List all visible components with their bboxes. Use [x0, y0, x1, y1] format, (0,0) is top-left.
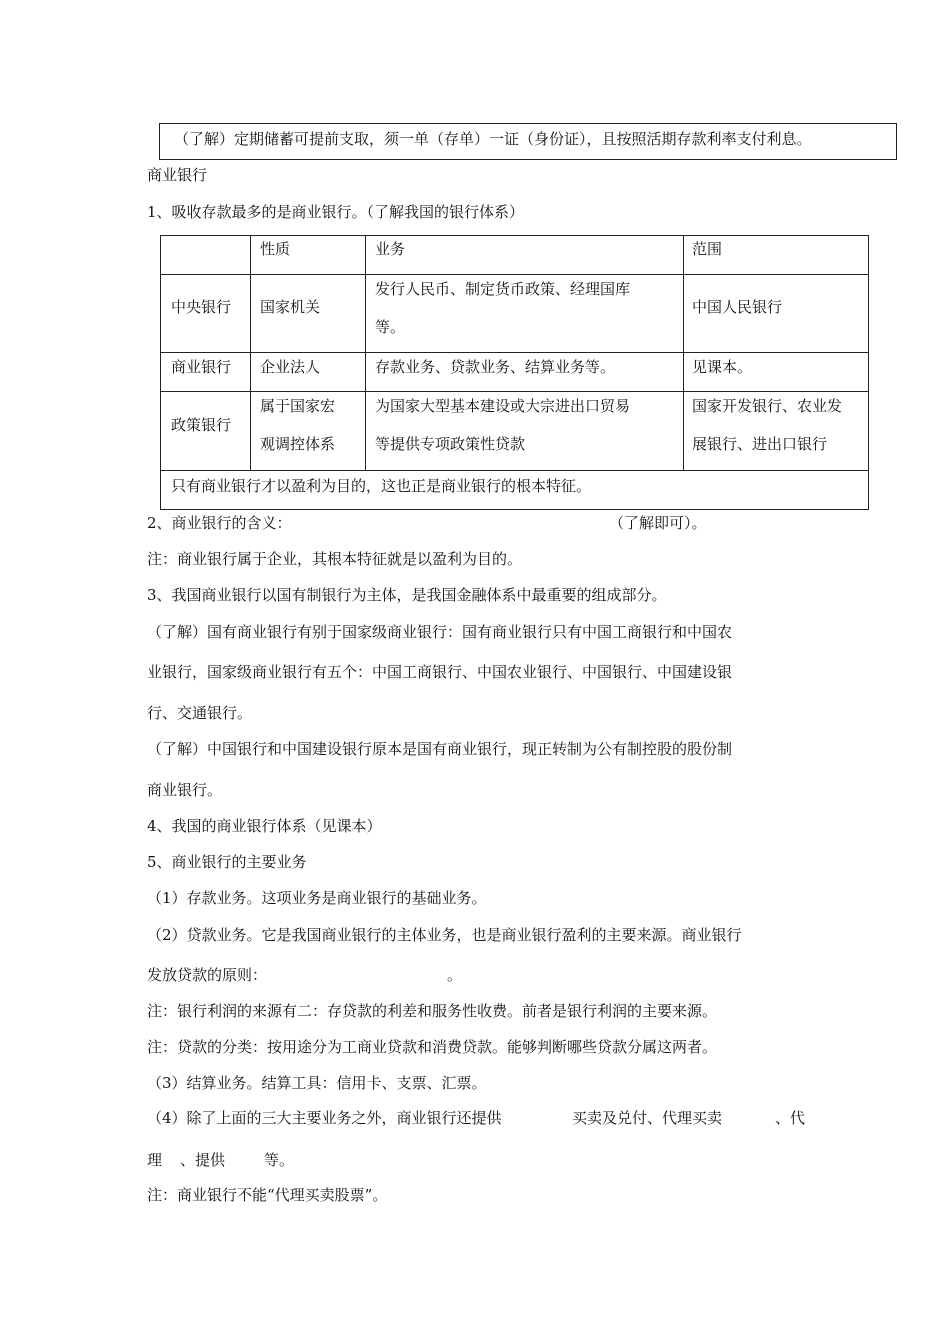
table-row-policy-business-2: 等提供专项政策性贷款	[375, 435, 526, 453]
table-row-policy-name: 政策银行	[171, 416, 232, 434]
note-2: 注：商业银行属于企业，其根本特征就是以盈利为目的。	[147, 550, 523, 568]
bank-system-table	[160, 235, 869, 510]
note-box	[159, 123, 897, 160]
note-3: 注：银行利润的来源有二：存贷款的利差和服务性收费。前者是银行利润的主要来源。	[147, 1002, 718, 1020]
table-row-central-business-2: 等。	[375, 318, 406, 336]
note-box-text: （了解）定期储蓄可提前支取，须一单（存单）一证（身份证），且按照活期存款利率支付利息。	[174, 130, 812, 148]
table-header-business: 业务	[375, 240, 406, 258]
aside-1-line-3: 行、交通银行。	[147, 704, 253, 722]
item-4-line-2-c: 等。	[264, 1151, 295, 1169]
table-row-central-scope: 中国人民银行	[692, 298, 783, 316]
section-title: 商业银行	[147, 166, 208, 184]
table-row-commercial-name: 商业银行	[171, 358, 232, 376]
note-5: 注：商业银行不能“代理买卖股票”。	[147, 1186, 388, 1204]
table-header-nature: 性质	[260, 240, 291, 258]
table-row-policy-scope-1: 国家开发银行、农业发	[692, 397, 843, 415]
table-footer: 只有商业银行才以盈利为目的，这也正是商业银行的根本特征。	[171, 477, 592, 495]
table-row-commercial-business: 存款业务、贷款业务、结算业务等。	[375, 358, 616, 376]
aside-2-line-1: （了解）中国银行和中国建设银行原本是国有商业银行，现正转制为公有制控股的股份制	[147, 740, 733, 758]
item-2-line-2-right: 。	[447, 966, 463, 984]
table-row-policy-scope-2: 展银行、进出口银行	[692, 435, 828, 453]
table-row-policy-nature-1: 属于国家宏	[260, 397, 336, 415]
note-4: 注：贷款的分类：按用途分为工商业贷款和消费贷款。能够判断哪些贷款分属这两者。	[147, 1038, 718, 1056]
point-4: 4、我国的商业银行体系（见课本）	[147, 817, 382, 835]
table-row-policy-nature-2: 观调控体系	[260, 435, 336, 453]
table-row-commercial-nature: 企业法人	[260, 358, 321, 376]
table-row-policy-business-1: 为国家大型基本建设或大宗进出口贸易	[375, 397, 631, 415]
table-row-commercial-scope: 见课本。	[692, 358, 753, 376]
item-4-line-2-b: 、提供	[180, 1151, 226, 1169]
item-1: （1）存款业务。这项业务是商业银行的基础业务。	[147, 889, 487, 907]
item-4-line-2-a: 理	[147, 1151, 163, 1169]
item-2-line-1: （2）贷款业务。它是我国商业银行的主体业务，也是商业银行盈利的主要来源。商业银行	[147, 926, 742, 944]
point-3: 3、我国商业银行以国有制银行为主体，是我国金融体系中最重要的组成部分。	[147, 586, 667, 604]
point-2	[147, 516, 292, 531]
item-3: （3）结算业务。结算工具：信用卡、支票、汇票。	[147, 1074, 487, 1092]
item-4-line-1-b: 买卖及兑付、代理买卖	[572, 1109, 723, 1127]
point-2-left: 2、商业银行的含义：	[147, 514, 292, 532]
point-1: 1、吸收存款最多的是商业银行。（了解我国的银行体系）	[147, 203, 525, 221]
item-2-line-2-left: 发放贷款的原则：	[147, 966, 268, 984]
item-4-line-1-c: 、代	[775, 1109, 806, 1127]
item-4-line-1-a: （4）除了上面的三大主要业务之外，商业银行还提供	[147, 1109, 502, 1127]
table-header-scope: 范围	[692, 240, 723, 258]
table-row-central-business-1: 发行人民币、制定货币政策、经理国库	[375, 280, 631, 298]
aside-2-line-2: 商业银行。	[147, 781, 223, 799]
aside-1-line-2: 业银行，国家级商业银行有五个：中国工商银行、中国农业银行、中国银行、中国建设银	[147, 663, 733, 681]
point-5: 5、商业银行的主要业务	[147, 853, 307, 871]
point-2-right: （了解即可）。	[609, 514, 707, 532]
table-row-central-nature: 国家机关	[260, 298, 321, 316]
aside-1-line-1: （了解）国有商业银行有别于国家级商业银行：国有商业银行只有中国工商银行和中国农	[147, 623, 733, 641]
table-row-central-name: 中央银行	[171, 298, 232, 316]
